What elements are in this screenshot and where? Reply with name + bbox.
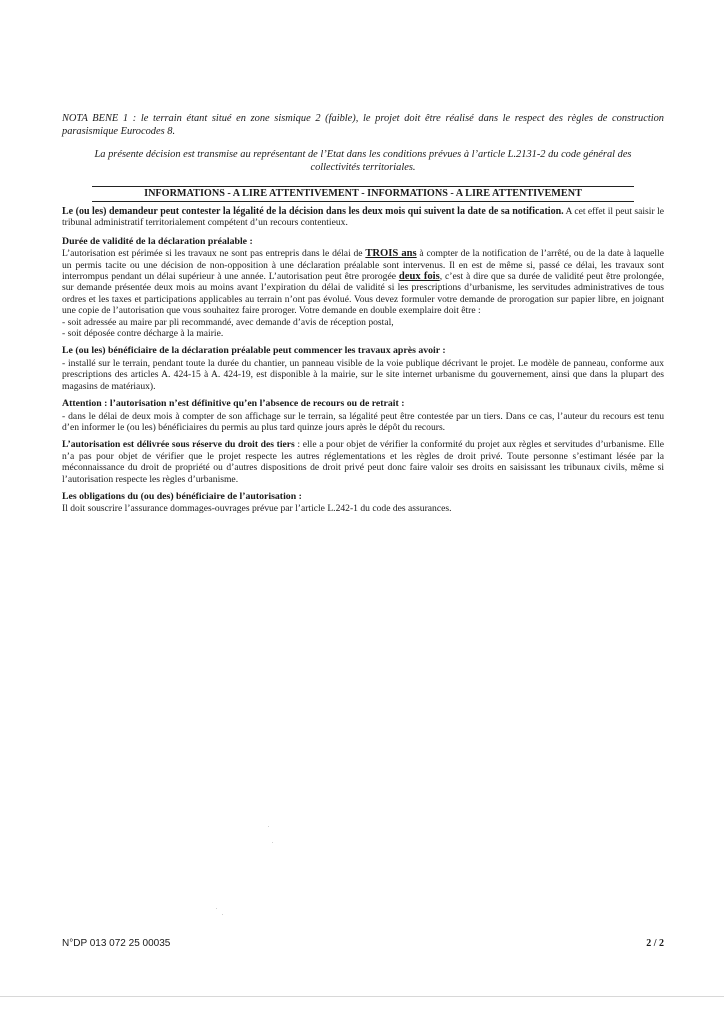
obligations-text: Il doit souscrire l’assurance dommages-ouvrages prévue par l’article L.242-1 du code des assurances. (62, 503, 452, 515)
scan-speck (272, 842, 273, 843)
transmission-notice: La présente décision est transmise au représentant de l’Etat dans les conditions prévues à l’article L.2131-2 du code général des collectivités territoriales. (94, 149, 632, 173)
validity-text-c: , c’est à dire que sa durée de validité peut être prolongée, sur demande présentée deux mois au moins avant l’expiration du délai de validité si les prescriptions d’urbanisme, les servitudes administratives de tous ordres et les taxes et participations applicables au terrain n’ont pas évolué. Vous devez formuler votre demande de prorogation sur papier libre, en joignant une copie de l’autorisation que vous souhaitez faire proroger. Votre demande en double exemplaire doit être : (62, 271, 664, 317)
scan-speck (222, 914, 223, 915)
validity-title: Durée de validité de la déclaration préalable : (62, 235, 253, 247)
validity-text-a: L’autorisation est périmée si les travaux ne sont pas entrepris dans le délai de (62, 248, 366, 260)
page-number: 2 / 2 (646, 938, 664, 949)
scan-speck (216, 908, 217, 909)
validity-paragraph (62, 248, 664, 316)
obligations-title: Les obligations du (ou des) bénéficiaire de l’autorisation : (62, 490, 302, 502)
file-reference: N°DP 013 072 25 00035 (62, 938, 171, 949)
contest-notice (62, 206, 664, 229)
attention-title: Attention : l’autorisation n’est définitive qu’en l’absence de recours ou de retrait : (62, 398, 405, 410)
scan-speck (268, 826, 269, 827)
validity-trois-ans: TROIS ans (365, 248, 417, 260)
nota-bene: NOTA BENE 1 : le terrain étant situé en zone sismique 2 (faible), le projet doit être réalisé dans le respect des règles de construction parasismique Eurocodes 8. (62, 113, 664, 137)
third-party-text: : elle a pour objet de vérifier la conformité du projet aux règles et servitudes d’urbanisme. Elle n’a pas pour objet de vérifier que le projet respecte les autres réglementations et les règles de droit privé. Toute personne s’estimant lésée par la méconnaissance du droit de propriété ou d’autres dispositions de droit privé peut donc faire valoir ses droits en saisissant les tribunaux civils, même si l’autorisation respecte les règles d’urbanisme. (62, 439, 664, 485)
start-works-title: Le (ou les) bénéficiaire de la déclaration préalable peut commencer les travaux après avoir : (62, 345, 446, 357)
contest-rest: A cet effet il peut saisir le tribunal administratif territorialement compétent d’un recours contentieux. (62, 206, 664, 229)
document-body (62, 112, 664, 521)
contest-bold: Le (ou les) demandeur peut contester la légalité de la décision dans les deux mois qui suivent la date de sa notification. (62, 206, 564, 217)
third-party-paragraph (62, 439, 664, 485)
attention-section (62, 398, 664, 433)
validity-text-b: à compter de la notification de l’arrêté, ou de la date à laquelle un permis tacite ou une décision de non-opposition à une déclaration préalable sont intervenus. Il en est de même si, passé ce délai, les travaux sont interrompus pendant un délai supérieur à une année. L’autorisation peut être prorogée (62, 248, 664, 283)
third-party-title: L’autorisation est délivrée sous réserve du droit des tiers (62, 439, 295, 451)
start-works-text: - installé sur le terrain, pendant toute la durée du chantier, un panneau visible de la voie publique décrivant le projet. Le modèle de panneau, conforme aux prescriptions des articles A. 424-15 à A. 424-19, est disponible à la mairie, sur le site internet urbanisme du gouvernement, ainsi que dans la plupart des magasins de matériaux). (62, 357, 664, 392)
validity-item-decharge: - soit déposée contre décharge à la mairie. (62, 328, 224, 340)
validity-item-recommande: - soit adressée au maire par pli recommandé, avec demande d’avis de réception postal, (62, 316, 394, 328)
third-party-section (62, 439, 664, 485)
bottom-rule (0, 996, 724, 997)
validity-deux-fois: deux fois (398, 271, 440, 283)
validity-section (62, 236, 664, 340)
obligations-section (62, 491, 664, 515)
information-banner: INFORMATIONS - A LIRE ATTENTIVEMENT - INFORMATIONS - A LIRE ATTENTIVEMENT (92, 186, 634, 202)
start-works-section (62, 345, 664, 392)
attention-text: - dans le délai de deux mois à compter de son affichage sur le terrain, sa légalité peut être contestée par un tiers. Dans ce cas, l’auteur du recours est tenu d’en informer le (ou les) bénéficiaires du permis au plus tard quinze jours après le dépôt du recours. (62, 410, 664, 433)
